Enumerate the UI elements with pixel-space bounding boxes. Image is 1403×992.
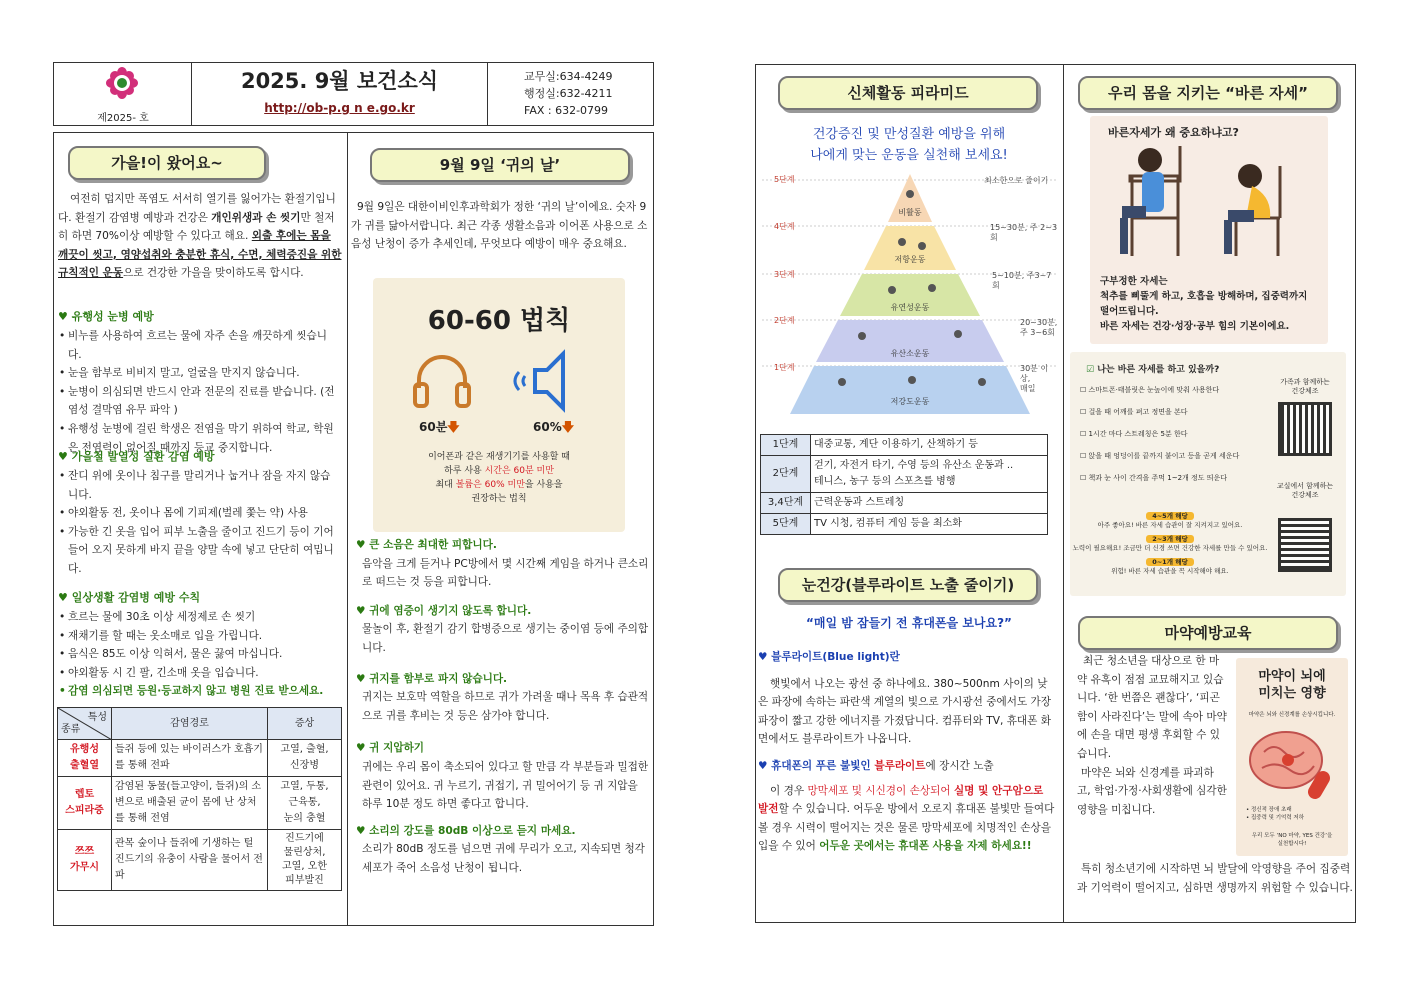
newsletter-title: 2025. 9월 보건소식 — [240, 69, 439, 93]
check-item: ☐ 책과 눈 사이 간격을 주먹 1~2개 정도 띄운다 — [1080, 474, 1228, 482]
header — [53, 62, 654, 126]
list-item: • 가능한 긴 옷을 입어 피부 노출을 줄이고 진드기 등이 기어들어 오지 못하게 바지 끝을 양말 속에 넣고 단단히 여밉니다. — [58, 523, 340, 579]
table-row: 5단계 TV 시청, 컴퓨터 게임 등을 최소화 — [761, 514, 1048, 535]
poster-footer: 우리 모두 ‘NO 마약, YES 건강’을 실천합시다! — [1251, 833, 1333, 847]
checklist-items — [1080, 386, 1262, 483]
pyramid-right-label: 15~30분, 주 2~3회 — [990, 223, 1058, 242]
level-label: 5단계 — [774, 175, 795, 184]
rule-description: 이어폰과 같은 재생기기를 사용할 때 하루 사용 시간은 60분 미만 최대 볼륨은 60% 미만을 사용을 권장하는 법칙 — [428, 452, 570, 504]
tip: ♥ 귀지를 함부로 파지 않습니다. 귀지는 보호막 역할을 하므로 귀가 가려울 때나 목욕 후 습관적으로 귀를 후비는 것 등은 삼가야 합니다. — [356, 672, 649, 722]
level-label: 4단계 — [774, 222, 795, 231]
eye-title: 눈건강(블루라이트 노출 줄이기) — [778, 568, 1038, 602]
autumn-intro: 여전히 덥지만 폭염도 서서히 열기를 잃어가는 환절기입니다. 환절기 감염병 예방과 건강은 개인위생과 손 씻기만 철저히 하면 70%이상 예방할 수 있다고 해요. 외출 후에는 몸을 깨끗이 씻고, 영양섭취와 충분한 휴식, 수면, 체력증진을 위한 규칙적인 운동으로 건강한 가을을 맞이하도록 합시다. — [58, 193, 342, 280]
pyramid-inner-label: 유연성운동 — [890, 303, 930, 312]
table-row: 1단계 대중교통, 계단 이용하기, 산책하기 등 — [761, 435, 1048, 456]
pyramid-right-label: 30분 이상, 매일 — [1020, 364, 1049, 393]
result-levels: 4~5개 해당 아주 좋아요! 바른 자세 습관이 잘 지켜지고 있어요. 2~3개 해당 노력이 필요해요! 조금만 더 신경 쓰면 건강한 자세를 만들 수 있어요. 0~1개 해당 위험! 바른 자세 습관을 꼭 시작해야 해요. — [1072, 512, 1268, 575]
table-row: 쯔쯔 가무시 관목 숲이나 들쥐에 기생하는 털 진드기의 유충이 사람을 물어서 전파 진드기에 물린상처, 고열, 오한 피부발진 — [58, 830, 342, 891]
checkbox-icon: ☐ — [1080, 408, 1089, 416]
ear-day-title: 9월 9일 ‘귀의 날’ — [370, 148, 630, 182]
contact-line: 행정실:632-4211 — [524, 87, 613, 100]
pyramid-title: 신체활동 피라미드 — [778, 76, 1038, 110]
drug-title: 마약예방교육 — [1078, 616, 1338, 650]
list-item: • 유행성 눈병에 걸린 학생은 전염을 막기 위하여 학교, 학원은 전염력이 없어질 때까지 등교 중지합니다. — [58, 420, 340, 457]
school-url[interactable]: http://ob-p.g n e.go.kr — [264, 101, 415, 115]
tip: ♥ 귀에 염증이 생기지 않도록 합니다. 물놀이 후, 환절기 감기 합병증으로 생기는 중이염 등에 주의합니다. — [356, 604, 649, 654]
fever-list — [58, 467, 340, 579]
speaker-icon — [511, 348, 587, 414]
sitting-children-illustration — [1102, 146, 1316, 266]
contacts — [487, 63, 653, 125]
down-arrow-icon: 🡇 — [447, 420, 460, 434]
pyramid-inner-label: 저항운동 — [894, 255, 926, 264]
infection-table — [57, 707, 342, 891]
list-item: • 재채기를 할 때는 옷소매로 입을 가립니다. — [58, 627, 342, 646]
posture-title: 우리 몸을 지키는 “바른 자세” — [1078, 76, 1338, 110]
list-item: • 잔디 위에 옷이나 침구를 말리거나 눕거나 잠을 자지 않습니다. — [58, 467, 340, 504]
column-divider — [1063, 65, 1064, 922]
checklist-title: ☑ 나는 바른 자세를 하고 있을까? — [1086, 365, 1220, 375]
eye-quote: “매일 밤 잠들기 전 휴대폰을 보나요?” — [806, 616, 1012, 630]
checkbox-icon: ☐ — [1080, 430, 1089, 438]
table-row: 3,4단계 근력운동과 스트레칭 — [761, 493, 1048, 514]
list-item: • 눈병이 의심되면 반드시 안과 전문의 진료를 받습니다. (전염성 결막염 유무 파악 ) — [58, 383, 340, 420]
drug-text: 최근 청소년을 대상으로 한 마약 유혹이 점점 교묘해지고 있습니다. ‘한 번쯤은 괜찮다’, ‘피곤함이 사라진다’는 말에 속아 마약에 손을 대면 평생 후회할 수 있습니다. 마약은 뇌와 신경계를 파괴하고, 학업·가정·사회생활에 심각한 영향을 미칩니다. — [1077, 655, 1227, 816]
list-item: • 감염 의심되면 등원·등교하지 않고 병원 진료 받으세요. — [58, 682, 342, 701]
daily-list — [58, 608, 342, 701]
table-row: 유행성 출혈열 들쥐 등에 있는 바이러스가 호흡기를 통해 전파 고열, 출혈, 신장병 — [58, 740, 342, 777]
ear-intro: 9월 9일은 대한이비인후과학회가 정한 ‘귀의 날’이에요. 숫자 9가 귀를 닮아서랍니다. 최근 각종 생활소음과 이어폰 사용으로 소음성 난청이 증가 추세인데, 무엇보다 예방이 매우 중요해요. — [351, 201, 648, 251]
tip: ♥ 큰 소음은 최대한 피합니다. 음악을 크게 듣거나 PC방에서 몇 시간째 게임을 하거나 큰소리로 떠드는 것 등을 피합니다. — [356, 539, 649, 589]
qr-label: 가족과 함께하는 건강체조 — [1280, 378, 1330, 395]
tip: ♥ 귀 지압하기 귀에는 우리 몸이 축소되어 있다고 할 만큼 각 부분들과 밀접한 관련이 있어요. 귀 누르기, 귀접기, 귀 밀어어기 등 귀 지압을 하루 10분 정도 하면 좋다고 합니다. — [356, 742, 649, 811]
list-item: • 야외활동 시 긴 팔, 긴소매 옷을 입습니다. — [58, 664, 342, 683]
list-item: • 흐르는 물에 30초 이상 세정제로 손 씻기 — [58, 608, 342, 627]
ear-tips — [356, 536, 649, 878]
pyramid-right-label: 20~30분, 주 3~6회 — [1020, 318, 1058, 337]
poster-bullets: • 정신적 장애 초래 • 집중력 및 기억력 저하 — [1246, 807, 1305, 821]
pyramid-inner-label: 저강도운동 — [890, 397, 930, 406]
checkbox-icon: ☐ — [1080, 474, 1089, 482]
eye-body: ♥ 블루라이트(Blue light)란 햇빛에서 나오는 광선 중 하나에요. 380~500nm 사이의 낮은 파장에 속하는 파란색 계열의 빛으로 가시광선 중에서도 가장 파장이 짧고 강한 에너지를 가졌답니다. 컴퓨터와 TV, 휴대폰 화면에서도 블루라이트가 나옵니다. ♥ 휴대폰의 푸른 불빛인 블루라이트에 장시간 노출 이 경우 망막세포 및 시신경이 손상되어 실명 및 안구암으로 발전할 수 있습니다. 어두운 방에서 오로지 휴대폰 불빛만 들여다 볼 경우 시력이 떨어지는 것은 물론 망막세포에 치명적인 손상을 입을 수 있어 어두운 곳에서는 휴대폰 사용을 자제 하세요!! — [758, 651, 1055, 853]
rule-60-percent: 60%🡇 — [533, 420, 575, 434]
qr-code-icon — [1278, 402, 1332, 456]
check-item: ☐ 1시간 마다 스트레칭은 5분 한다 — [1080, 430, 1188, 438]
drug-brain-poster — [1236, 658, 1348, 856]
posture-question: 바른자세가 왜 중요하냐고? — [1108, 126, 1239, 139]
level-label: 2단계 — [774, 316, 795, 325]
check-item: ☐ 걸을 때 어깨를 펴고 정면을 본다 — [1080, 408, 1188, 416]
checkbox-icon: ☑ — [1086, 365, 1098, 375]
school-logo-icon — [106, 67, 138, 99]
pyramid-inner-label: 유산소운동 — [890, 349, 930, 358]
issue-number: 제2025- 호 — [97, 113, 149, 124]
qr-code-icon — [1278, 518, 1332, 572]
school-logo-cell — [54, 63, 192, 125]
table-row: 렙토 스피라증 감염된 동물(들고양이, 들쥐)의 소변으로 배출된 균이 몸에 난 상처를 통해 전염 고열, 두통, 근육통, 눈의 충혈 — [58, 777, 342, 830]
column-divider — [347, 133, 348, 925]
pyramid-right-label: 5~10분, 주3~7회 — [992, 271, 1052, 290]
result-badge: 4~5개 해당 — [1146, 512, 1194, 520]
check-item: ☐ 스마트폰·태블릿은 눈높이에 맞춰 사용한다 — [1080, 386, 1220, 394]
table-row: 2단계 걷기, 자전거 타기, 수영 등의 유산소 운동과 .. 테니스, 농구 등의 스포츠를 병행 — [761, 456, 1048, 493]
list-item: • 눈을 함부로 비비지 말고, 얼굴을 만지지 않습니다. — [58, 364, 340, 383]
result-badge: 0~1개 해당 — [1146, 558, 1194, 566]
drug-text-wide: 특히 청소년기에 시작하면 뇌 발달에 악영향을 주어 집중력과 기억력이 떨어지고, 심하면 생명까지 위험할 수 있습니다. — [1077, 863, 1353, 894]
rule-title: 60-60 법칙 — [427, 306, 571, 336]
brain-icon — [1244, 722, 1340, 802]
eye-disease-list — [58, 327, 340, 457]
list-item: • 비누를 사용하여 흐르는 물에 자주 손을 깨끗하게 씻습니다. — [58, 327, 340, 364]
list-item: • 음식은 85도 이상 익혀서, 물은 끓여 마십니다. — [58, 645, 342, 664]
pyramid-right-label: 최소한으로 줄이기 — [984, 176, 1049, 185]
check-item: ☐ 앉을 때 엉덩이를 끝까지 붙이고 등을 곧게 세운다 — [1080, 452, 1240, 460]
headphones-icon — [409, 348, 475, 414]
posture-description: 구부정한 자세는 척추를 삐뚤게 하고, 호흡을 방해하며, 집중력까지 떨어뜨립니다. 바른 자세는 건강·성장·공부 힘의 기본이에요. — [1100, 276, 1308, 332]
pyramid-figure — [762, 168, 1058, 430]
contact-line: 교무실:634-4249 — [524, 70, 613, 83]
down-arrow-icon: 🡇 — [561, 420, 575, 434]
eye-disease-heading: ♥ 유행성 눈병 예방 — [58, 310, 154, 323]
posture-checklist — [1070, 352, 1346, 596]
symptom-header: 증상 — [268, 708, 342, 740]
list-item: • 야외활동 전, 옷이나 몸에 기피제(벌레 쫓는 약) 사용 — [58, 504, 340, 523]
qr-label: 교실에서 함께하는 건강체조 — [1276, 482, 1334, 499]
rule-60-minutes: 60분🡇 — [419, 420, 460, 434]
tip: ♥ 소리의 강도를 80dB 이상으로 듣지 마세요. 소리가 80dB 정도를 넘으면 귀에 무리가 오고, 지속되면 청각세포가 죽어 소음성 난청이 됩니다. — [356, 824, 645, 874]
pyramid-table — [760, 434, 1048, 535]
poster-subtitle: 마약은 뇌와 신경계를 손상시킵니다. — [1248, 712, 1336, 718]
pyramid-inner-label: 비활동 — [898, 208, 922, 217]
pyramid-subtitle: 건강증진 및 만성질환 예방을 위해 나에게 맞는 운동을 실천해 보세요! — [810, 127, 1008, 163]
fever-heading: ♥ 가을철 발열성 질환 감염 예방 — [58, 450, 215, 463]
rule-6060-card — [373, 278, 625, 532]
poster-title: 마약이 뇌에 미치는 영향 — [1258, 669, 1326, 701]
autumn-title: 가을!이 왔어요~ — [68, 146, 266, 180]
result-badge: 2~3개 해당 — [1146, 535, 1194, 543]
checkbox-icon: ☐ — [1080, 452, 1089, 460]
route-header: 감염경로 — [112, 708, 268, 740]
daily-heading: ♥ 일상생활 감염병 예방 수칙 — [58, 591, 201, 604]
level-label: 3단계 — [774, 270, 795, 279]
level-label: 1단계 — [774, 363, 795, 372]
checkbox-icon: ☐ — [1080, 386, 1089, 394]
contact-line: FAX : 632-0799 — [524, 104, 609, 117]
table-corner-header: 특성 종류 — [58, 708, 112, 740]
posture-image — [1090, 116, 1328, 344]
